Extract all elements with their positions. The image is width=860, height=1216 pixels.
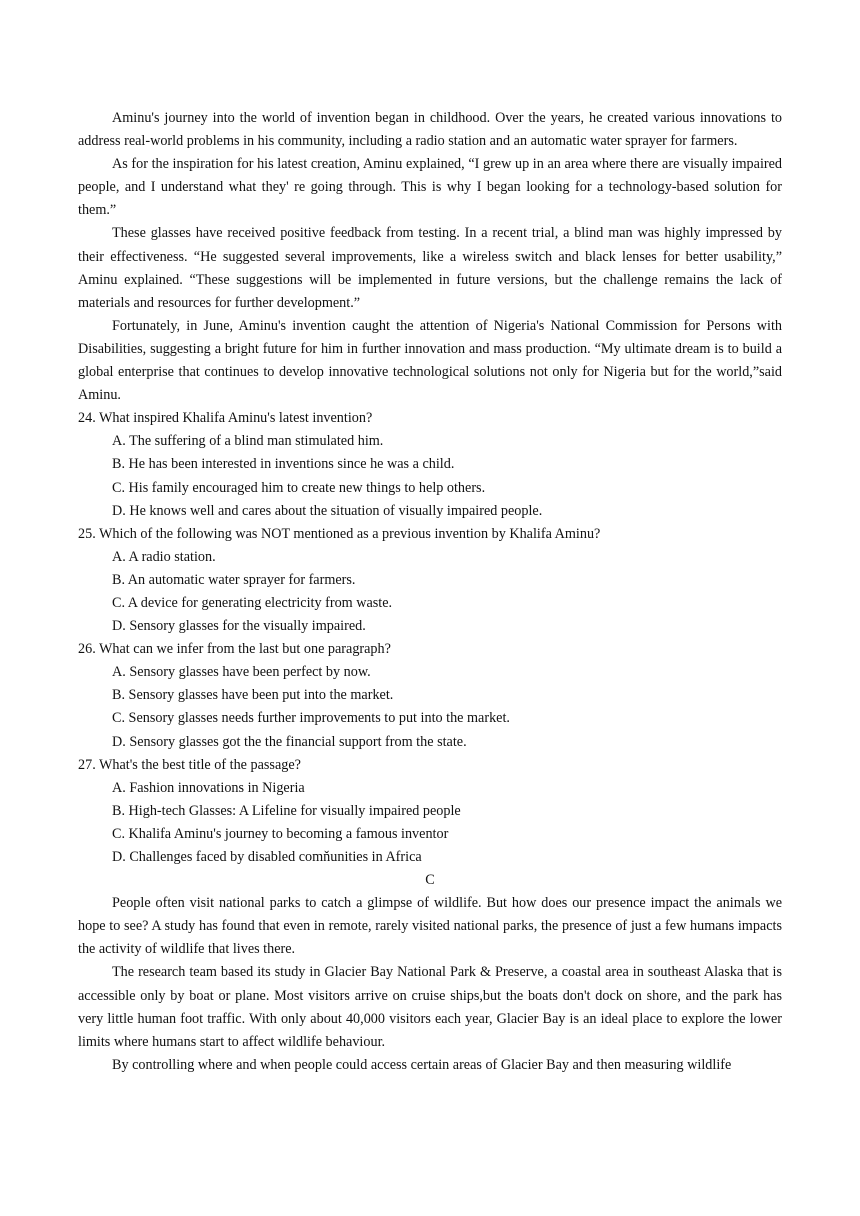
question-stem: 25. Which of the following was NOT mentioned as a previous invention by Khalifa Aminu? bbox=[78, 525, 601, 542]
passage-c-paragraph-3: By controlling where and when people could access certain areas of Glacier Bay and then measuring wildlife bbox=[112, 1056, 732, 1073]
question-27 bbox=[78, 754, 782, 869]
question-option-d: D. He knows well and cares about the situation of visually impaired people. bbox=[112, 502, 543, 519]
question-option-b: B. He has been interested in inventions since he was a child. bbox=[112, 456, 455, 473]
question-24 bbox=[78, 407, 782, 522]
question-option-a: A. Fashion innovations in Nigeria bbox=[112, 779, 305, 796]
question-option-b: B. Sensory glasses have been put into the market. bbox=[112, 687, 394, 704]
question-stem: 24. What inspired Khalifa Aminu's latest invention? bbox=[78, 410, 373, 427]
passage-c bbox=[78, 892, 782, 1077]
passage-b-paragraph-4: Fortunately, in June, Aminu's invention caught the attention of Nigeria's National Commission for Persons with Disabilities, suggesting a bright future for him in further innovation and mass production. “My ultimate dream is to build a global enterprise that continues to develop innovative technological solutions not only for Nigeria but for the world,”said Aminu. bbox=[78, 317, 782, 404]
passage-c-paragraph-2: The research team based its study in Glacier Bay National Park & Preserve, a coastal area in southeast Alaska that is accessible only by boat or plane. Most visitors arrive on cruise ships,but the boats don't dock on shore, and the park has very little human foot traffic. With only about 40,000 visitors each year, Glacier Bay is an ideal place to explore the lower limits where humans start to affect wildlife behaviour. bbox=[78, 964, 782, 1050]
question-option-b: B. An automatic water sprayer for farmers. bbox=[112, 571, 356, 588]
passage-c-paragraph-1: People often visit national parks to catch a glimpse of wildlife. But how does our presence impact the animals we hope to see? A study has found that even in remote, rarely visited national parks, the presence of just a few humans impacts the activity of wildlife that lives there. bbox=[78, 895, 782, 958]
question-option-a: A. Sensory glasses have been perfect by now. bbox=[112, 664, 371, 681]
question-26 bbox=[78, 638, 782, 753]
question-option-c: C. Sensory glasses needs further improvements to put into the market. bbox=[112, 710, 510, 727]
passage-b-paragraph-2: As for the inspiration for his latest creation, Aminu explained, “I grew up in an area where there are visually impaired people, and I understand what they' re going through. This is why I began looking for a technology-based solution for them.” bbox=[78, 156, 782, 219]
question-option-c: C. His family encouraged him to create new things to help others. bbox=[112, 479, 486, 496]
passage-b-paragraph-3: These glasses have received positive feedback from testing. In a recent trial, a blind man was highly impressed by their effectiveness. “He suggested several improvements, like a wireless switch and black lenses for better usability,” Aminu explained. “These suggestions will be implemented in future versions, but the challenge remains the lack of materials and resources for further development.” bbox=[78, 225, 782, 311]
passage-b bbox=[78, 107, 782, 407]
question-option-b: B. High-tech Glasses: A Lifeline for visually impaired people bbox=[112, 802, 461, 819]
question-stem: 27. What's the best title of the passage? bbox=[78, 756, 301, 773]
section-heading-c: C bbox=[425, 872, 435, 889]
question-stem: 26. What can we infer from the last but one paragraph? bbox=[78, 641, 391, 658]
question-option-c: C. Khalifa Aminu's journey to becoming a famous inventor bbox=[112, 825, 449, 842]
question-25 bbox=[78, 523, 782, 638]
question-option-d: D. Sensory glasses for the visually impaired. bbox=[112, 618, 366, 635]
passage-b-paragraph-1: Aminu's journey into the world of invention began in childhood. Over the years, he created various innovations to address real-world problems in his community, including a radio station and an automatic water sprayer for farmers. bbox=[78, 110, 782, 150]
question-option-c: C. A device for generating electricity from waste. bbox=[112, 594, 393, 611]
question-option-a: A. A radio station. bbox=[112, 548, 216, 565]
question-option-d: D. Sensory glasses got the the financial support from the state. bbox=[112, 733, 467, 750]
question-option-d: D. Challenges faced by disabled comňunities in Africa bbox=[112, 849, 422, 865]
question-option-a: A. The suffering of a blind man stimulated him. bbox=[112, 433, 384, 450]
